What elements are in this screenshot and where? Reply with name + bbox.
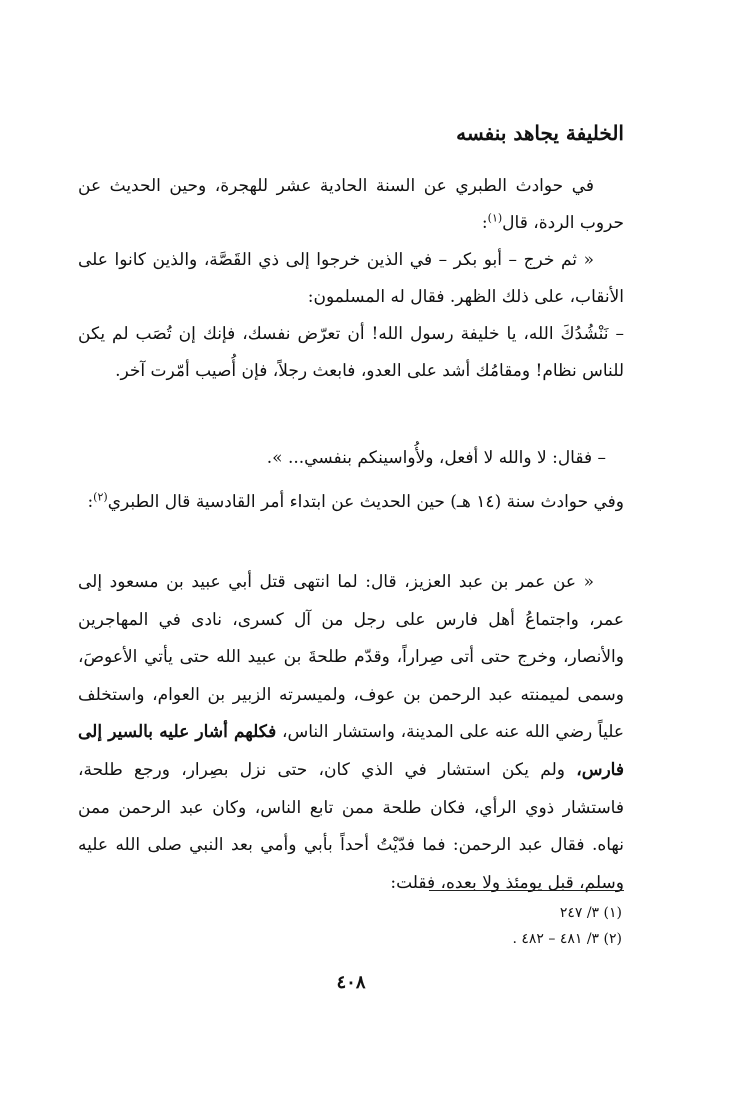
paragraph-text-part1: « عن عمر بن عبد العزيز، قال: لما انتهى قتل أبي عبيد بن مسعود إلى عمر، واجتماعُ أهل فارس على رجل من آل كسرى، نادى في المهاجرين والأنصار، وخرج حتى أتى صِراراً، وقدّم طلحةَ بن عبيد الله حتى يأتي الأعوصَ، وسمى لميمنته عبد الرحمن بن عوف، ولميسرته الزبير بن العوام، واستخلف علياً رضي الله عنه على المدينة، واستشار الناس، [78,572,625,743]
paragraph-quote-abu-bakr: « ثم خرج – أبو بكر – في الذين خرجوا إلى ذي القَصَّة، والذين كانوا على الأنقاب، على ذلك الظهر. فقال له المسلمون: [78,250,624,307]
page-number: ٤٠٨ [336,972,366,993]
footnote-ref-2: (٢) [93,490,108,504]
footnote-2: (٢) ٣/ ٤٨١ – ٤٨٢ . [512,931,622,947]
paragraph-intro-qadisiyya [78,484,624,521]
paragraph-muslims-plea: – نَنْشُدُكَ الله، يا خليفة رسول الله! أن تعرّض نفسك، فإنك إن تُصَب لم يكن للناس نظام! ومقامُك أشد على العدو، فابعث رجلاً، فإن أُصيب أمّرت آخر. [78,324,624,381]
paragraph-colon: : [87,492,94,512]
paragraph-reply: – فقال: لا والله لا أفعل، ولأُواسينكم بنفسي... ». [266,448,606,468]
footnote-divider [429,890,624,891]
footnote-ref-1: (١) [487,211,503,225]
paragraph-bold-phrase: فكلهم أشار عليه بالسير إلى فارس، [78,722,624,780]
paragraph-text: وفي حوادث سنة (١٤ هـ) حين الحديث عن ابتداء أمر القادسية قال الطبري [107,492,624,512]
footnote-1: (١) ٣/ ٢٤٧ [559,905,622,921]
section-heading: الخليفة يجاهد بنفسه [456,121,624,145]
paragraph-text-part2: ولم يكن استشار في الذي كان، حتى نزل بصِرار، ورجع طلحة، فاستشار ذوي الرأي، فكان طلحة ممن تابع الناس، وكان عبد الرحمن ممن نهاه. فقال عبد الرحمن: فما فدّيْتُ أحداً بأبي وأمي بعد النبي صلى الله عليه وسلم، قبل يومئذ ولا بعده، فقلت: [78,759,624,893]
paragraph-colon: : [481,213,488,233]
book-page [78,0,624,1103]
paragraph-quote-umar [78,564,624,902]
footnotes [512,900,622,952]
paragraph-text: في حوادث الطبري عن السنة الحادية عشر للهجرة، وحين الحديث عن حروب الردة، قال [78,176,624,233]
paragraph-intro-ridda [78,168,624,242]
